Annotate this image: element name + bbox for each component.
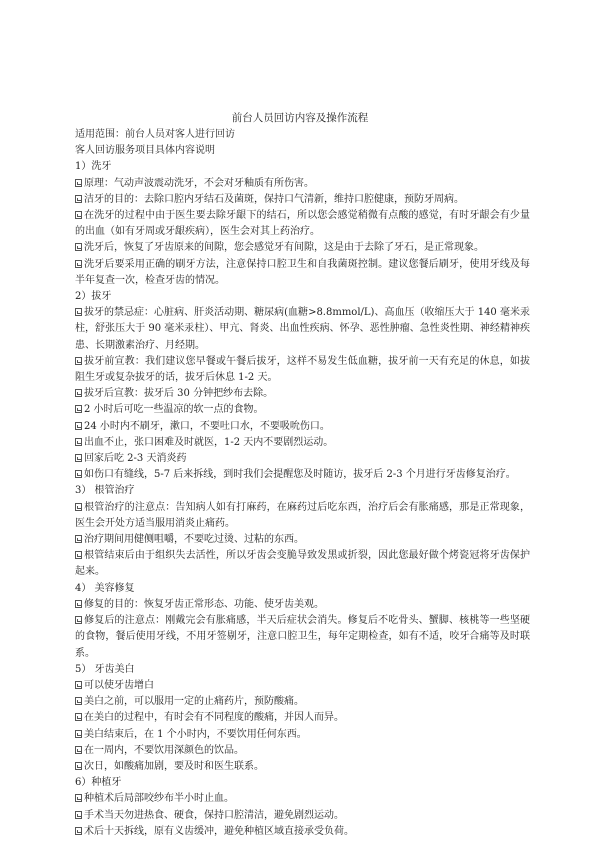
list-item: 拔牙后宣教：拔牙后 30 分钟把纱布去除。 [75,386,530,402]
list-item: 次日，如酸痛加剧，要及时和医生联系。 [75,759,530,775]
list-item: 术后十天拆线，原有义齿缓冲，避免种植区域直接承受负荷。 [75,824,530,840]
list-item: 洗牙后要采用正确的刷牙方法，注意保持口腔卫生和自我菌斑控制。建议您餐后刷牙，使用牙线及每半年复查一次，检查牙齿的情况。 [75,258,530,286]
checkbox-bullet-icon [75,195,82,203]
list-item: 回家后吃 2-3 天消炎药 [75,451,530,467]
list-item: 原理：气动声波震动洗牙，不会对牙釉质有所伤害。 [75,176,530,192]
checkbox-bullet-icon [75,211,82,219]
section-heading: 1）洗牙 [75,161,112,173]
checkbox-bullet-icon [75,179,82,187]
scope-line: 适用范围：前台人员对客人进行回访 [75,129,235,140]
checkbox-bullet-icon [75,357,82,365]
checkbox-bullet-icon [75,438,82,446]
list-item: 手术当天勿进热食、硬食，保持口腔清洁，避免剧烈运动。 [75,808,530,824]
list-item: 修复的目的：恢复牙齿正常形态、功能、使牙齿美观。 [75,597,530,613]
checkbox-bullet-icon [75,811,82,819]
document-title: 前台人员回访内容及操作流程 [231,112,369,124]
checkbox-bullet-icon [75,681,82,689]
list-item: 如伤口有缝线，5-7 后来拆线，到时我们会提醒您及时随访，拔牙后 2-3 个月进行牙齿修复治疗。 [75,467,530,483]
list-item: 治疗期间用健侧咀嚼，不要吃过烫、过粘的东西。 [75,532,530,548]
checkbox-bullet-icon [75,746,82,754]
document-body [75,127,530,840]
list-item: 美白结束后，在 1 个小时内，不要饮用任何东西。 [75,727,530,743]
section-heading: 2）拔牙 [75,291,112,303]
checkbox-bullet-icon [75,713,82,721]
checkbox-bullet-icon [75,389,82,397]
checkbox-bullet-icon [75,535,82,543]
checkbox-bullet-icon [75,697,82,705]
list-item: 在洗牙的过程中由于医生要去除牙龈下的结石，所以您会感觉稍微有点酸的感觉，有时牙龈会有少量的出血（如有牙周或牙龈疾病），医生会对其上药治疗。 [75,210,530,238]
checkbox-bullet-icon [75,405,82,413]
checkbox-bullet-icon [75,260,82,268]
list-item: 24 小时内不刷牙，漱口，不要吐口水，不要吸吮伤口。 [75,419,530,435]
checkbox-bullet-icon [75,503,82,511]
list-item: 洁牙的目的：去除口腔内牙结石及菌斑，保持口气清新，维持口腔健康，预防牙周病。 [75,192,530,208]
list-item: 美白之前，可以服用一定的止痛药片，预防酸痛。 [75,694,530,710]
checkbox-bullet-icon [75,827,82,835]
checkbox-bullet-icon [75,243,82,251]
checkbox-bullet-icon [75,600,82,608]
checkbox-bullet-icon [75,616,82,624]
section-heading: 4） 美容修复 [75,582,135,594]
section-heading: 5） 牙齿美白 [75,663,135,675]
list-item: 拔牙的禁忌症：心脏病、肝炎活动期、糖尿病(血糖>8.8mmol/L)、高血压（收缩压大于 140 毫米汞柱，舒张压大于 90 毫米汞柱）、甲亢、肾炎、出血性疾病、怀孕、恶性肿瘤、急性炎性期、神经精神疾患、长期激素治疗、月经期。 [75,307,530,351]
list-item: 根管治疗的注意点：告知病人如有打麻药，在麻药过后吃东西，治疗后会有胀痛感，那是正常现象，医生会开处方适当服用消炎止痛药。 [75,501,530,529]
list-item: 在一周内，不要饮用深颜色的饮品。 [75,743,530,759]
checkbox-bullet-icon [75,422,82,430]
checkbox-bullet-icon [75,470,82,478]
list-item: 2 小时后可吃一些温凉的软一点的食物。 [75,402,530,418]
section-heading: 3） 根管治疗 [75,485,135,497]
list-item: 可以使牙齿增白 [75,678,530,694]
list-item: 洗牙后，恢复了牙齿原来的间隙，您会感觉牙有间隙，这是由于去除了牙石，是正常现象。 [75,240,530,256]
subtitle-line: 客人回访服务项目具体内容说明 [75,145,215,157]
list-item: 出血不止，张口困难及时就医，1-2 天内不要剧烈运动。 [75,435,530,451]
section-heading: 6）种植牙 [75,777,122,789]
list-item: 在美白的过程中，有时会有不同程度的酸痛，并因人而异。 [75,710,530,726]
checkbox-bullet-icon [75,794,82,802]
checkbox-bullet-icon [75,308,82,316]
list-item: 根管结束后由于组织失去活性，所以牙齿会变脆导致发黑或折裂，因此您最好做个烤瓷冠将牙齿保护起来。 [75,550,530,578]
list-item: 修复后的注意点：刚戴完会有胀痛感，半天后症状会消失。修复后不吃骨头、蟹脚、核桃等一些坚硬的食物，餐后使用牙线，不用牙签剔牙，注意口腔卫生，每年定期检查，如有不适，咬牙合痛等及时联系。 [75,615,530,659]
checkbox-bullet-icon [75,730,82,738]
list-item: 种植术后局部咬纱布半小时止血。 [75,791,530,807]
checkbox-bullet-icon [75,551,82,559]
checkbox-bullet-icon [75,762,82,770]
checkbox-bullet-icon [75,454,82,462]
list-item: 拔牙前宣教：我们建议您早餐或午餐后拔牙，这样不易发生低血糖，拔牙前一天有充足的休息，如拔阻生牙或复杂拔牙的话，拔牙后休息 1-2 天。 [75,355,530,384]
